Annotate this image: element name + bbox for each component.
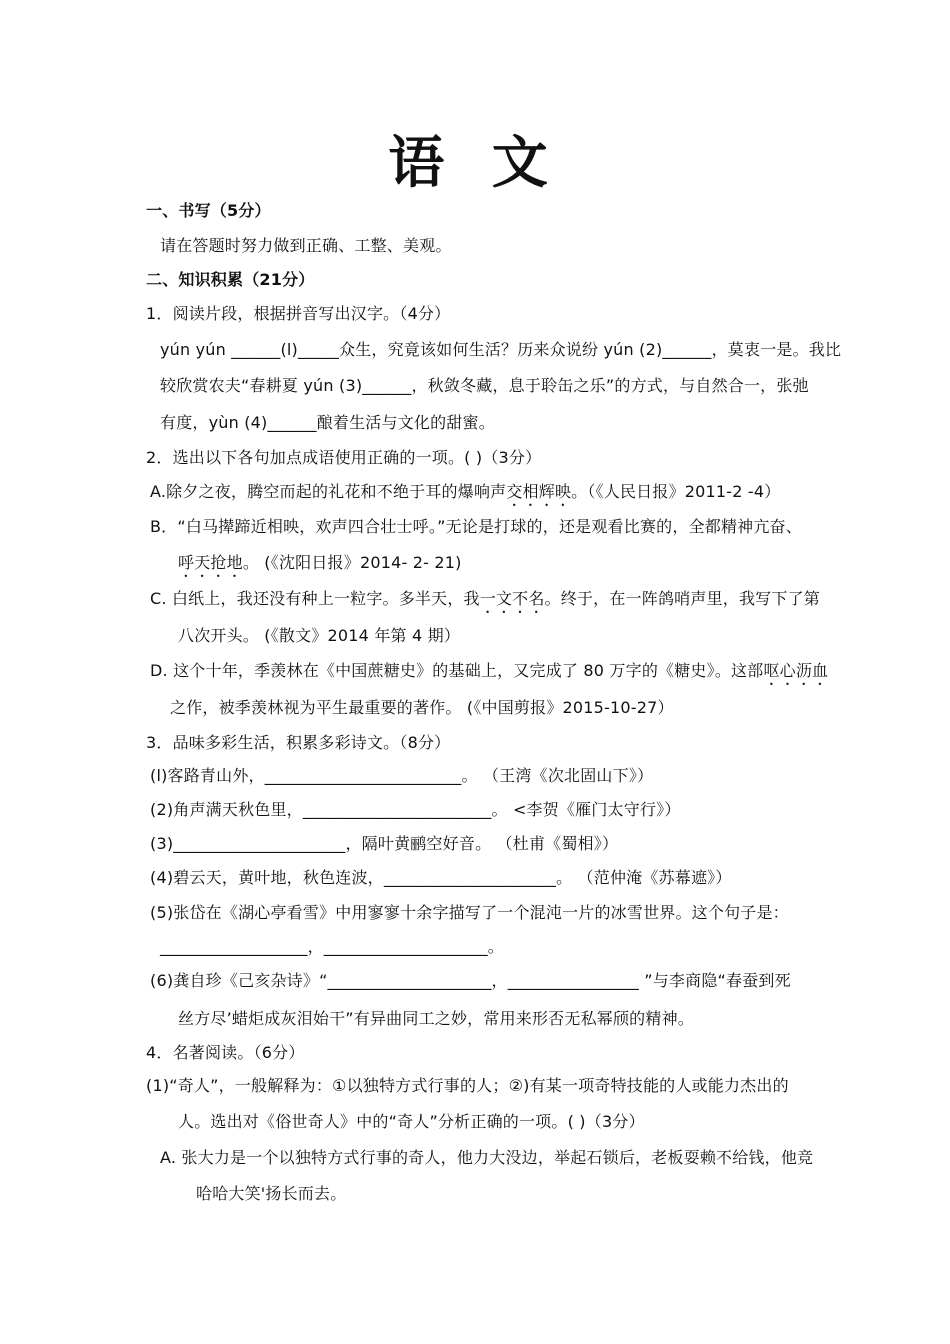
page-title: 语 文 xyxy=(388,130,562,196)
q2-d-idiom: 呕心沥血 xyxy=(763,661,829,680)
q2-c-text: C. 白纸上，我还没有种上一粒字。多半天，我 xyxy=(150,589,480,608)
q3-item-2: (2)角声满天秋色里，_______________________。 <李贺《雁门太守行》） xyxy=(150,800,681,819)
q2-d-text: D. 这个十年，季羡林在《中国蔗糖史》的基础上，又完成了 80 万字的《糖史》。这部 xyxy=(150,661,764,680)
q4-option-a: A. 张大力是一个以独特方式行事的奇人，他力大没边，举起石锁后，老板耍赖不给钱，他竞 xyxy=(160,1148,814,1167)
section-1-heading: 一、书写（5分） xyxy=(146,201,271,220)
q3-item-5-blanks: __________________，____________________。 xyxy=(160,937,504,956)
q1-line-3: 有度，yùn (4)______酿着生活与文化的甜蜜。 xyxy=(160,413,495,432)
q2-stem: 2．选出以下各句加点成语使用正确的一项。( )（3分） xyxy=(146,448,542,467)
q2-a-text: A.除夕之夜，腾空而起的礼花和不绝于耳的爆响声 xyxy=(150,482,507,501)
q2-option-d-line-2: 之作，被季羡林视为平生最重要的著作。 (《中国剪报》2015-10-27） xyxy=(170,698,674,717)
q2-option-a xyxy=(150,481,780,510)
q3-stem: 3．品味多彩生活，积累多彩诗文。（8分） xyxy=(146,733,451,752)
q2-option-b-line-1: B．“白马撵蹄近相映，欢声四合壮士呼。”无论是打球的，还是观看比赛的，全都精神亢奋、 xyxy=(150,517,802,536)
q3-item-1: (l)客路青山外，________________________。 （王湾《次北固山下》） xyxy=(150,766,654,785)
q2-b-source: 。 (《沈阳日报》2014- 2- 21) xyxy=(242,553,462,572)
section-2-heading: 二、知识积累（21分） xyxy=(146,270,315,289)
q2-c-idiom: 一文不名 xyxy=(479,589,545,608)
section-1-text: 请在答题时努力做到正确、工整、美观。 xyxy=(160,236,452,255)
q3-item-6-line-2: 丝方尽’蜡炬成灰泪始干”有异曲同工之妙，常用来形否无私幂颀的精神。 xyxy=(178,1009,694,1028)
q2-option-c-line-2: 八次开头。 (《散文》2014 年第 4 期） xyxy=(178,626,461,645)
q1-line-2: 较欣赏农夫“春耕夏 yún (3)______，秋敛冬藏，息于聆缶之乐”的方式，与自然合一，张弛 xyxy=(160,376,809,395)
q2-option-b-line-2 xyxy=(178,552,462,581)
q3-item-5: (5)张岱在《湖心亭看雪》中用寥寥十余字描写了一个混沌一片的冰雪世界。这个句子是： xyxy=(150,903,789,922)
q2-a-idiom: 交相辉映 xyxy=(506,482,572,501)
q4-sub-1-line-2: 人。选出对《俗世奇人》中的“奇人”分析正确的一项。( )（3分） xyxy=(178,1112,645,1131)
q4-stem: 4．名著阅读。（6分） xyxy=(146,1043,305,1062)
q2-a-source: 。（《人民日报》2011-2 -4） xyxy=(571,482,781,501)
q4-option-a-line-2: 哈哈大笑'扬长而去。 xyxy=(196,1184,347,1203)
q2-option-d-line-1 xyxy=(150,660,828,689)
q2-b-idiom: 呼天抢地 xyxy=(178,553,243,572)
q1-stem: 1．阅读片段，根据拼音写出汉字。（4分） xyxy=(146,304,451,323)
q4-sub-1: (1)“奇人”，一般解释为：①以独特方式行事的人；②)有某一项奇特技能的人或能力杰出的 xyxy=(146,1076,789,1095)
q2-option-c-line-1 xyxy=(150,588,820,617)
q3-item-6: (6)龚自珍《己亥杂诗》“____________________，________________ ”与李商隐“春蚕到死 xyxy=(150,971,791,990)
q3-item-3: (3)_____________________，隔叶黄鹂空好音。 （杜甫《蜀相》） xyxy=(150,834,619,853)
q1-line-1: yún yún ______(l)_____众生，究竟该如何生活？历来众说纷 yún (2)______，莫衷一是。我比 xyxy=(160,340,842,359)
q2-c-text-end: 。终于，在一阵鸽哨声里，我写下了第 xyxy=(544,589,820,608)
q3-item-4: (4)碧云天，黄叶地，秋色连波，_____________________。 （范仲淹《苏幕遮》） xyxy=(150,868,732,887)
